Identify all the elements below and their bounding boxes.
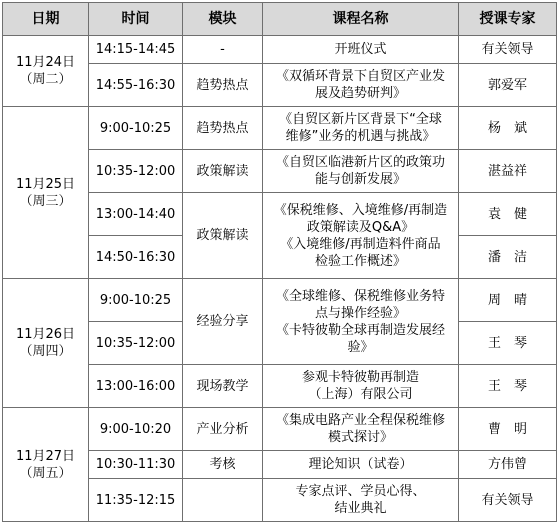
time-cell: 14:15-14:45 bbox=[89, 36, 183, 64]
course-cell: 理论知识（试卷） bbox=[263, 451, 459, 479]
date-cell: 11月25日 （周三） bbox=[3, 107, 89, 279]
time-cell: 13:00-16:00 bbox=[89, 365, 183, 408]
expert-cell: 湛益祥 bbox=[459, 150, 557, 193]
time-cell: 11:35-12:15 bbox=[89, 479, 183, 522]
date-cell: 11月26日 （周四） bbox=[3, 279, 89, 408]
time-cell: 14:50-16:30 bbox=[89, 236, 183, 279]
expert-cell: 有关领导 bbox=[459, 36, 557, 64]
table-row bbox=[3, 36, 557, 64]
expert-cell: 郭爱军 bbox=[459, 64, 557, 107]
time-cell: 13:00-14:40 bbox=[89, 193, 183, 236]
course-cell: 《全球维修、保税维修业务特 点与操作经验》 《卡特彼勒全球再制造发展经 验》 bbox=[263, 279, 459, 365]
expert-cell: 方伟曾 bbox=[459, 451, 557, 479]
module-cell: 经验分享 bbox=[183, 279, 263, 365]
expert-cell: 袁 健 bbox=[459, 193, 557, 236]
course-cell: 参观卡特彼勒再制造 （上海）有限公司 bbox=[263, 365, 459, 408]
time-cell: 9:00-10:25 bbox=[89, 107, 183, 150]
course-cell: 开班仪式 bbox=[263, 36, 459, 64]
table-row bbox=[3, 279, 557, 322]
expert-cell: 周 晴 bbox=[459, 279, 557, 322]
module-cell bbox=[183, 479, 263, 522]
time-cell: 10:35-12:00 bbox=[89, 322, 183, 365]
course-cell: 专家点评、学员心得、 结业典礼 bbox=[263, 479, 459, 522]
table-row bbox=[3, 408, 557, 451]
table-row bbox=[3, 107, 557, 150]
expert-cell: 王 琴 bbox=[459, 322, 557, 365]
time-cell: 9:00-10:25 bbox=[89, 279, 183, 322]
time-cell: 10:30-11:30 bbox=[89, 451, 183, 479]
date-cell: 11月27日 （周五） bbox=[3, 408, 89, 522]
header-time: 时间 bbox=[89, 3, 183, 36]
module-cell: 趋势热点 bbox=[183, 107, 263, 150]
header-date: 日期 bbox=[3, 3, 89, 36]
expert-cell: 王 琴 bbox=[459, 365, 557, 408]
expert-cell: 杨 斌 bbox=[459, 107, 557, 150]
module-cell: 考核 bbox=[183, 451, 263, 479]
schedule-table bbox=[2, 2, 557, 522]
expert-cell: 有关领导 bbox=[459, 479, 557, 522]
module-cell: 现场教学 bbox=[183, 365, 263, 408]
module-cell: 产业分析 bbox=[183, 408, 263, 451]
time-cell: 14:55-16:30 bbox=[89, 64, 183, 107]
date-cell: 11月24日 （周二） bbox=[3, 36, 89, 107]
header-module: 模块 bbox=[183, 3, 263, 36]
module-cell: - bbox=[183, 36, 263, 64]
module-cell: 政策解读 bbox=[183, 193, 263, 279]
time-cell: 10:35-12:00 bbox=[89, 150, 183, 193]
expert-cell: 潘 洁 bbox=[459, 236, 557, 279]
course-cell: 《自贸区临港新片区的政策功 能与创新发展》 bbox=[263, 150, 459, 193]
header-row bbox=[3, 3, 557, 36]
course-cell: 《双循环背景下自贸区产业发 展及趋势研判》 bbox=[263, 64, 459, 107]
module-cell: 趋势热点 bbox=[183, 64, 263, 107]
time-cell: 9:00-10:20 bbox=[89, 408, 183, 451]
header-course: 课程名称 bbox=[263, 3, 459, 36]
course-cell: 《保税维修、入境维修/再制造 政策解读及Q&A》 《入境维修/再制造料件商品 检验工作概述》 bbox=[263, 193, 459, 279]
course-cell: 《自贸区新片区背景下“全球 维修”业务的机遇与挑战》 bbox=[263, 107, 459, 150]
course-cell: 《集成电路产业全程保税维修 模式探讨》 bbox=[263, 408, 459, 451]
header-expert: 授课专家 bbox=[459, 3, 557, 36]
module-cell: 政策解读 bbox=[183, 150, 263, 193]
expert-cell: 曹 明 bbox=[459, 408, 557, 451]
